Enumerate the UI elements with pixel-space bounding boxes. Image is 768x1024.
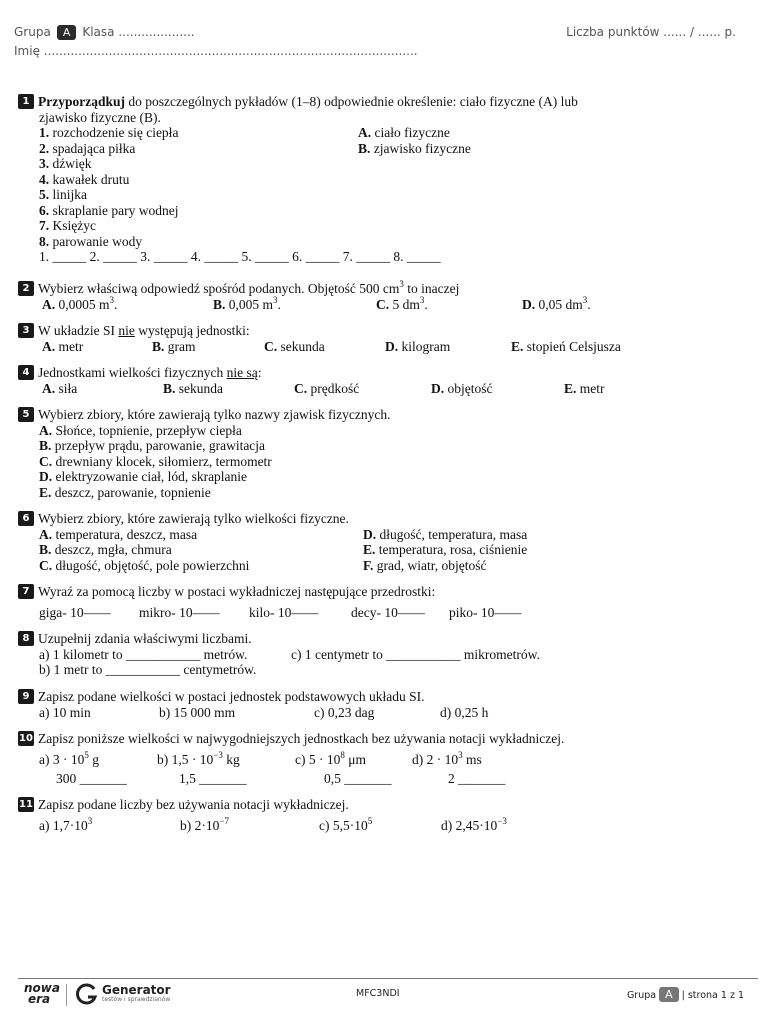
option-a[interactable]: A. Słońce, topnienie, przepływ ciepła bbox=[39, 422, 242, 438]
question-7: 7 Wyraź za pomocą liczby w postaci wykładniczej następujące przedrostki: giga- 10—— mikro- 10—— kilo- 10—— decy- 10—— piko- 10—— bbox=[18, 584, 758, 620]
question-1 bbox=[18, 94, 758, 265]
fill-in-b[interactable]: b) 1 metr to ___________ centymetrów. bbox=[39, 662, 257, 677]
answer-c[interactable]: 0,5 _______ bbox=[324, 771, 392, 786]
option-a[interactable]: A. metr bbox=[42, 338, 84, 354]
question-6: 6 Wybierz zbiory, które zawierają tylko wielkości fizyczne. A. temperatura, deszcz, masa D. długość, temperatura, masa B. deszcz, mgła, chmura E. temperatura, rosa, ciśnienie C. długość, objętość, pole powierzchni F. grad, wiatr, objętość bbox=[18, 511, 758, 573]
q1-text2: zjawisko fizyczne (B). bbox=[39, 109, 161, 125]
option-c[interactable]: C. sekunda bbox=[264, 338, 325, 354]
item-a: a) 10 min bbox=[39, 704, 91, 720]
question-number: 1 bbox=[18, 94, 34, 109]
generator-g-icon bbox=[76, 983, 98, 1005]
fill-in-a[interactable]: a) 1 kilometr to ___________ metrów. bbox=[39, 646, 248, 662]
question-number: 11 bbox=[19, 799, 33, 810]
question-number: 9 bbox=[18, 689, 34, 704]
question-5: 5 Wybierz zbiory, które zawierają tylko nazwy zjawisk fizycznych. A. Słońce, topnienie, przepływ ciepła B. przepływ prądu, parowanie, grawitacja C. drewniany klocek, siłomierz, termometr D. elektryzowanie ciał, lód, skraplanie E. deszcz, parowanie, topnienie bbox=[18, 407, 758, 500]
option-d[interactable]: D. 0,05 $dm^3$. bbox=[522, 294, 591, 312]
option-f[interactable]: F. grad, wiatr, objętość bbox=[363, 557, 487, 573]
question-4: 4 Jednostkami wielkości fizycznych nie są: A. siła B. sekunda C. prędkość D. objętość E. metr bbox=[18, 365, 758, 396]
option-d[interactable]: D. elektryzowanie ciał, lód, skraplanie bbox=[39, 469, 248, 484]
prefix-blank[interactable]: giga- 10—— bbox=[39, 604, 111, 620]
list-item: 1. rozchodzenie się ciepła A. ciało fizyczne bbox=[39, 125, 450, 140]
list-item: 6. skraplanie pary wodnej bbox=[39, 202, 179, 218]
item-a: a) $3 \cdot 10^5$ g bbox=[39, 749, 99, 767]
question-number: 6 bbox=[18, 511, 34, 526]
prefix-blank[interactable]: mikro- 10—— bbox=[139, 604, 220, 620]
question-10: 10 Zapisz poniższe wielkości w najwygodniejszych jednostkach bez używania notacji wykładniczej. a) $3 \cdot 10^5$ g b) $1,5 \cdot 10^{-3}$ kg c) $5 \cdot 10^8$ μm d) $2 \cdot 10^3$ ms 300 _______ 1,5 _______ 0,5 _______ 2 _______ bbox=[19, 731, 565, 786]
option-c[interactable]: C. prędkość bbox=[294, 380, 360, 396]
question-2: 2 Wybierz właściwą odpowiedź spośród podanych. Objętość 500 $cm^3$ to inaczej A. 0,0005 $m^3$. B. 0,005 $m^3$. C. 5 $dm^3$. D. 0,05 $dm^3$. bbox=[18, 281, 758, 312]
answer-b[interactable]: 1,5 _______ bbox=[179, 771, 247, 786]
answer-blanks[interactable]: 1. _____ 2. _____ 3. _____ 4. _____ 5. _____ 6. _____ 7. _____ 8. _____ bbox=[39, 249, 441, 264]
item-b: b) $2\cdot 10^{-7}$ bbox=[180, 815, 229, 833]
group-badge: A bbox=[57, 25, 77, 40]
item-b: b) 15 000 mm bbox=[159, 704, 236, 720]
footer-page: Grupa A | strona 1 z 1 bbox=[626, 988, 744, 1001]
option-c[interactable]: C. drewniany klocek, siłomierz, termometr bbox=[39, 453, 272, 469]
question-number: 2 bbox=[18, 281, 34, 296]
question-number: 8 bbox=[18, 631, 34, 646]
list-item: 5. linijka bbox=[39, 187, 87, 202]
option-b[interactable]: B. przepływ prądu, parowanie, grawitacja bbox=[39, 438, 266, 453]
item-c: c) $5,5\cdot 10^5$ bbox=[319, 815, 373, 833]
footer-divider bbox=[18, 978, 758, 979]
item-d: d) $2,45\cdot 10^{-3}$ bbox=[441, 815, 507, 833]
option-c[interactable]: C. 5 $dm^3$. bbox=[376, 294, 428, 312]
prefix-blank[interactable]: piko- 10—— bbox=[449, 604, 522, 620]
question-number: 7 bbox=[18, 584, 34, 599]
option-a[interactable]: A. temperatura, deszcz, masa bbox=[39, 526, 198, 542]
question-11: 11 Zapisz podane liczby bez używania notacji wykładniczej. a) $1,7\cdot 10^3$ b) $2\cdot 10^{-7}$ c) $5,5\cdot 10^5$ d) $2,45\cdot 10^{-3}$ bbox=[19, 797, 507, 833]
answer-d[interactable]: 2 _______ bbox=[448, 771, 506, 786]
option-b[interactable]: B. deszcz, mgła, chmura bbox=[39, 542, 172, 557]
list-item: 8. parowanie wody bbox=[39, 233, 143, 249]
option-a[interactable]: A. 0,0005 $m^3$. bbox=[42, 294, 118, 312]
option-e[interactable]: E. metr bbox=[564, 380, 605, 396]
points-label: Liczba punktów ...... / ...... p. bbox=[566, 25, 736, 39]
question-number: 3 bbox=[18, 323, 34, 338]
item-d: d) $2 \cdot 10^3$ ms bbox=[412, 749, 482, 767]
q1-text: do poszczególnych pykładów (1–8) odpowiednie określenie: ciało fizyczne (A) lub bbox=[125, 94, 578, 109]
option-b[interactable]: B. sekunda bbox=[163, 380, 224, 396]
item-b: b) $1,5 \cdot 10^{-3}$ kg bbox=[157, 749, 240, 767]
prefix-blank[interactable]: decy- 10—— bbox=[351, 604, 425, 620]
option-d[interactable]: D. długość, temperatura, masa bbox=[363, 526, 528, 542]
option-a[interactable]: A. siła bbox=[42, 380, 78, 396]
list-item: 4. kawałek drutu bbox=[39, 171, 130, 187]
prefix-blank[interactable]: kilo- 10—— bbox=[249, 604, 319, 620]
option-b[interactable]: B. 0,005 $m^3$. bbox=[213, 294, 281, 312]
class-label: Klasa .................... bbox=[82, 25, 195, 39]
option-e[interactable]: E. deszcz, parowanie, topnienie bbox=[39, 484, 211, 500]
option-b[interactable]: B. gram bbox=[152, 338, 196, 354]
item-c: c) 0,23 dag bbox=[314, 704, 375, 720]
option-d[interactable]: D. kilogram bbox=[385, 338, 451, 354]
answer-a[interactable]: 300 _______ bbox=[56, 771, 127, 786]
logo-divider bbox=[66, 984, 67, 1006]
group-label: Grupa bbox=[14, 25, 51, 39]
list-item: 3. dźwięk bbox=[39, 156, 92, 171]
nowa-era-logo: nowa era bbox=[24, 981, 60, 1006]
name-label: Imię .................................................................................................. bbox=[14, 44, 418, 58]
document-code: MFC3NDI bbox=[356, 988, 400, 999]
list-item: 7. Księżyc bbox=[39, 218, 96, 233]
question-8: 8 Uzupełnij zdania właściwymi liczbami. a) 1 kilometr to ___________ metrów. c) 1 centymetr to ___________ mikrometrów. b) 1 metr to ___________ centymetrów. bbox=[18, 631, 758, 678]
item-a: a) $1,7\cdot 10^3$ bbox=[39, 815, 93, 833]
fill-in-c[interactable]: c) 1 centymetr to ___________ mikrometrów. bbox=[291, 646, 540, 662]
question-number: 10 bbox=[19, 733, 33, 744]
item-c: c) $5 \cdot 10^8$ μm bbox=[295, 749, 366, 767]
question-3: 3 W układzie SI nie występują jednostki: A. metr B. gram C. sekunda D. kilogram E. stopień Celsjusza bbox=[18, 323, 758, 354]
question-number: 5 bbox=[18, 407, 34, 422]
option-e[interactable]: E. temperatura, rosa, ciśnienie bbox=[363, 542, 528, 557]
question-number: 4 bbox=[18, 365, 34, 380]
q1-bold: Przyporządkuj bbox=[38, 94, 125, 109]
option-d[interactable]: D. objętość bbox=[431, 380, 493, 396]
question-9: 9 Zapisz podane wielkości w postaci jednostek podstawowych układu SI. a) 10 min b) 15 000 mm c) 0,23 dag d) 0,25 h bbox=[18, 689, 758, 720]
header-group bbox=[14, 25, 195, 40]
list-item: 2. spadająca piłka B. zjawisko fizyczne bbox=[39, 140, 471, 156]
option-e[interactable]: E. stopień Celsjusza bbox=[511, 338, 621, 354]
option-c[interactable]: C. długość, objętość, pole powierzchni bbox=[39, 557, 250, 573]
item-d: d) 0,25 h bbox=[440, 704, 489, 720]
